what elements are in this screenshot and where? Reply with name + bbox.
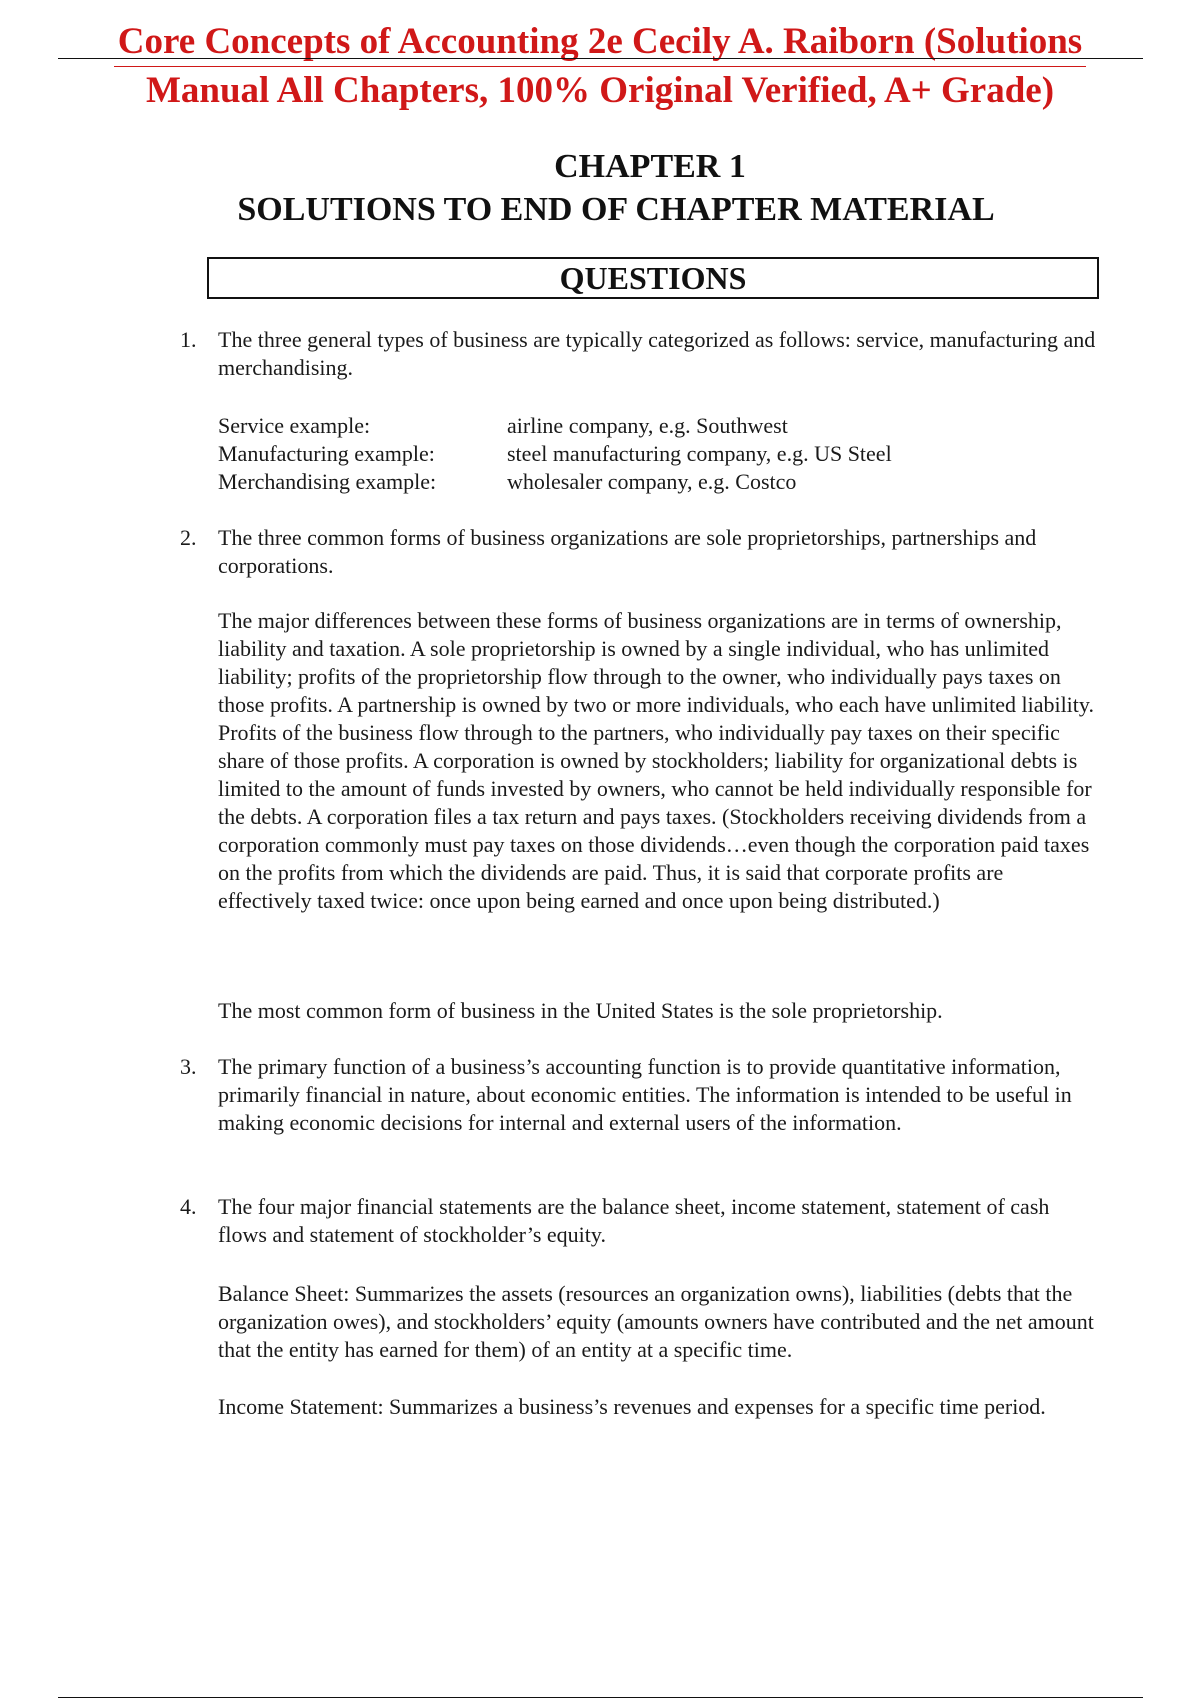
example-value: steel manufacturing company, e.g. US Steel — [507, 441, 892, 466]
title-line-2: Manual All Chapters, 100% Original Verified, A+ Grade) — [145, 70, 1055, 111]
example-label: Merchandising example: — [218, 469, 437, 494]
title-line-1: Core Concepts of Accounting 2e Cecily A. Raiborn (Solutions — [114, 18, 1086, 67]
question-number: 4. — [180, 1194, 197, 1219]
question-item-3 — [180, 1053, 1100, 1137]
question-text: The four major financial statements are the balance sheet, income statement, statement of cash flows and statement of stockholder’s equity. — [218, 1194, 1050, 1247]
page-bottom-divider — [58, 1697, 1143, 1698]
example-row — [218, 440, 1098, 468]
question-text: The three general types of business are typically categorized as follows: service, manufacturing and merchandising. — [218, 327, 1096, 380]
answer-paragraph: Income Statement: Summarizes a business’s revenues and expenses for a specific time period. — [218, 1394, 1046, 1419]
question-number: 2. — [180, 525, 197, 550]
chapter-subtitle: SOLUTIONS TO END OF CHAPTER MATERIAL — [237, 191, 995, 228]
questions-section-heading: QUESTIONS — [207, 257, 1099, 299]
example-row — [218, 412, 1098, 440]
example-value: wholesaler company, e.g. Costco — [507, 469, 797, 494]
title-divider — [58, 58, 1143, 59]
question-number: 1. — [180, 327, 197, 352]
answer-paragraph: Balance Sheet: Summarizes the assets (resources an organization owns), liabilities (debts that the organization owes), and stockholders’ equity (amounts owners have contributed and the net amount that the entity has earned for them) of an entity at a specific time. — [218, 1281, 1094, 1362]
example-value: airline company, e.g. Southwest — [507, 413, 788, 438]
example-row — [218, 468, 1098, 496]
document-title — [0, 18, 1200, 115]
question-item-2 — [180, 524, 1100, 580]
question-number: 3. — [180, 1054, 197, 1079]
question-text: The three common forms of business organizations are sole proprietorships, partnerships and corporations. — [218, 525, 1037, 578]
answer-paragraph: The major differences between these forms of business organizations are in terms of ownership, liability and taxation. A sole proprietorship is owned by a single individual, who has unlimited liability; profits of the proprietorship flow through to the owner, who individually pays taxes on those profits. A partnership is owned by two or more individuals, who each have unlimited liability. Profits of the business flow through to the partners, who individually pay taxes on their specific share of those profits. A corporation is owned by stockholders; liability for organizational debts is limited to the amount of funds invested by owners, who cannot be held individually responsible for the debts. A corporation files a tax return and pays taxes. (Stockholders receiving dividends from a corporation commonly must pay taxes on those dividends…even though the corporation paid taxes on the profits from which the dividends are paid. Thus, it is said that corporate profits are effectively taxed twice: once upon being earned and once upon being distributed.) — [218, 608, 1094, 913]
question-item-4 — [180, 1193, 1100, 1249]
question-text: The primary function of a business’s accounting function is to provide quantitative information, primarily financial in nature, about economic entities. The information is intended to be useful in making economic decisions for internal and external users of the information. — [218, 1054, 1072, 1135]
example-label: Service example: — [218, 413, 371, 438]
example-label: Manufacturing example: — [218, 441, 435, 466]
chapter-heading: CHAPTER 1 — [554, 148, 746, 185]
question-item-1 — [180, 326, 1100, 382]
answer-paragraph: The most common form of business in the United States is the sole proprietorship. — [218, 998, 943, 1023]
